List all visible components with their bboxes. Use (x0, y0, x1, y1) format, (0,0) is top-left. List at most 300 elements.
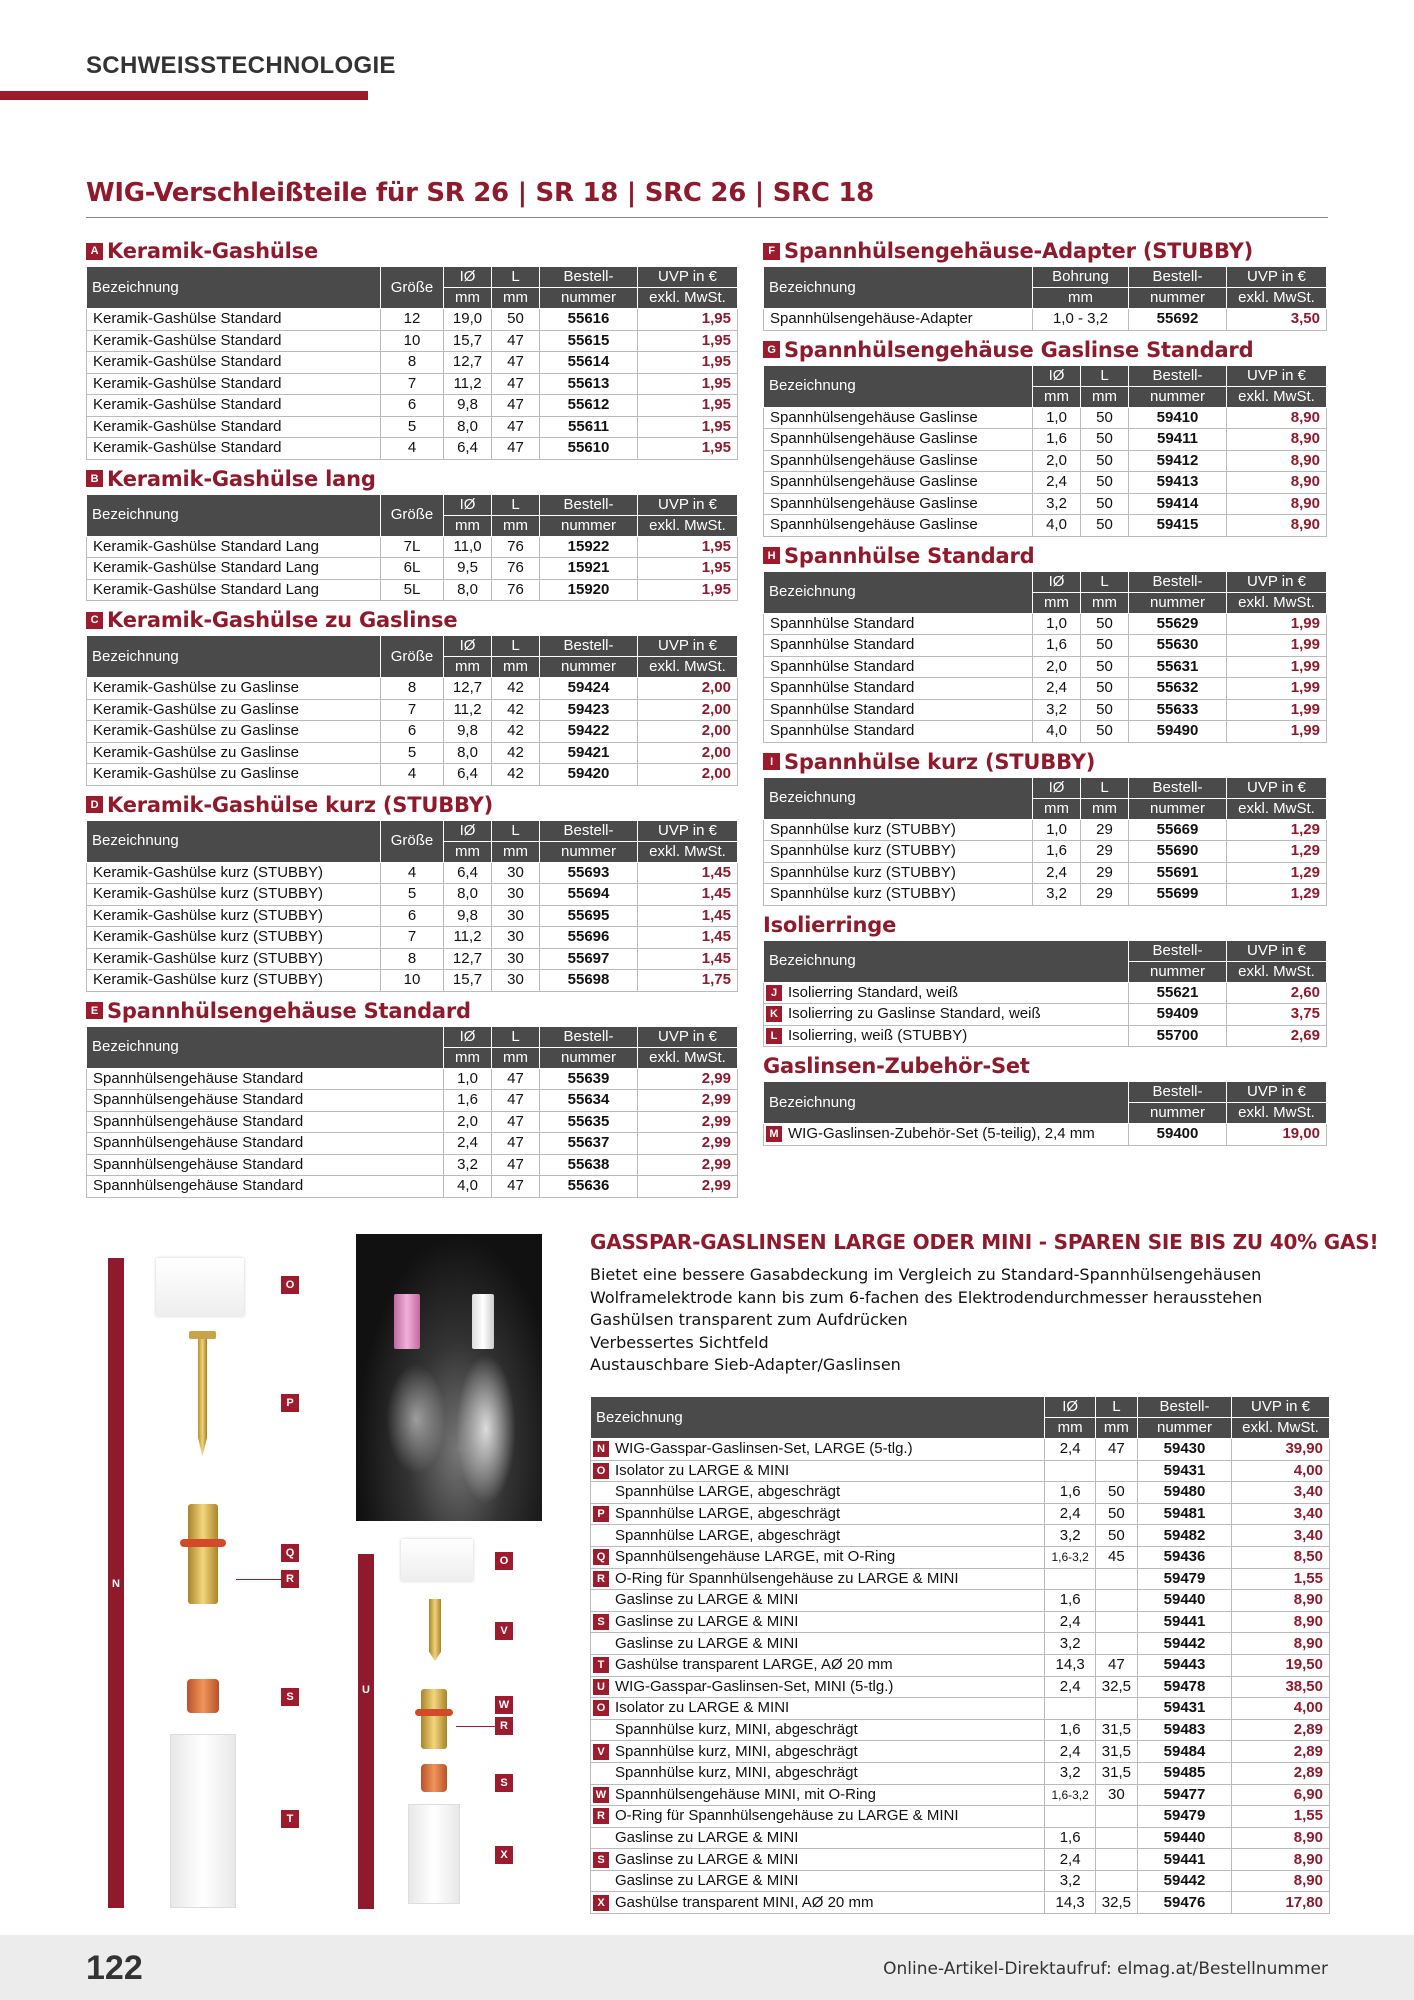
table-row (87, 536, 738, 558)
cell-bezeichnung: Keramik-Gashülse kurz (STUBBY) (87, 905, 381, 927)
cell-value: 8,0 (444, 579, 492, 601)
cell-price: 17,80 (1232, 1892, 1330, 1914)
section-title-text: Keramik-Gashülse zu Gaslinse (107, 608, 458, 632)
col-head: exkl. MwSt. (1232, 1418, 1330, 1439)
label-t: T (281, 1810, 299, 1828)
col-head-bezeichnung: Bezeichnung (87, 267, 381, 309)
cell-value: 4,0 (1033, 721, 1081, 743)
cell-value: 1,6 (1045, 1719, 1095, 1741)
label-s: S (281, 1688, 299, 1706)
cell-bezeichnung: J Isolierring Standard, weiß (764, 982, 1129, 1004)
cell-value: 4,0 (1033, 515, 1081, 537)
cell-bestellnummer: 55638 (540, 1154, 638, 1176)
cell-bestellnummer: 59484 (1138, 1741, 1232, 1763)
col-head: exkl. MwSt. (638, 288, 738, 309)
cell-value: 50 (1081, 472, 1129, 494)
section-title-text: Keramik-Gashülse (107, 239, 318, 263)
cell-bezeichnung: O Isolator zu LARGE & MINI (591, 1460, 1045, 1482)
table-row (87, 352, 738, 374)
table-row (591, 1546, 1330, 1568)
col-head: Bestell- (1138, 1397, 1232, 1418)
table-row (591, 1892, 1330, 1914)
cell-bestellnummer: 55615 (540, 330, 638, 352)
section-title-text: Spannhülse Standard (784, 543, 1035, 568)
cell-price: 2,00 (638, 678, 738, 700)
cell-value: 3,2 (1045, 1525, 1095, 1547)
cell-bezeichnung: Spannhülse Standard (764, 699, 1033, 721)
cell-bestellnummer: 59477 (1138, 1784, 1232, 1806)
right-column (763, 236, 1327, 1150)
cell-value: 3,2 (1045, 1870, 1095, 1892)
col-unit: mm (444, 657, 492, 678)
gas-cup-large-image (170, 1734, 236, 1908)
cell-bezeichnung: U WIG-Gasspar-Gaslinsen-Set, MINI (5-tlg.) (591, 1676, 1045, 1698)
cell-value: 1,6-3,2 (1045, 1546, 1095, 1568)
col-head: nummer (540, 288, 638, 309)
cell-bestellnummer: 59422 (540, 721, 638, 743)
cell-bezeichnung: Spannhülse Standard (764, 721, 1033, 743)
cell-price: 1,29 (1227, 841, 1327, 863)
cell-value: 2,4 (1033, 862, 1081, 884)
cell-price: 2,00 (638, 742, 738, 764)
cell-bezeichnung: M WIG-Gaslinsen-Zubehör-Set (5-teilig), 2,4 mm (764, 1124, 1129, 1146)
col-head: UVP in € (638, 267, 738, 288)
col-unit: mm (1081, 592, 1129, 613)
cell-value: 50 (1081, 613, 1129, 635)
gasspar-bullets (590, 1264, 1262, 1377)
cell-bestellnummer: 59415 (1129, 515, 1227, 537)
product-table (763, 940, 1327, 1048)
cell-bezeichnung: V Spannhülse kurz, MINI, abgeschrägt (591, 1741, 1045, 1763)
row-badge: S (593, 1614, 609, 1630)
cell-bezeichnung: Keramik-Gashülse Standard (87, 309, 381, 331)
cell-value: 8,0 (444, 416, 492, 438)
col-head: Bestell- (1129, 365, 1227, 386)
row-badge-empty (593, 1592, 609, 1608)
cell-bestellnummer: 55694 (540, 884, 638, 906)
table-row (87, 927, 738, 949)
cell-value: 32,5 (1095, 1892, 1137, 1914)
cell-value: 14,3 (1045, 1892, 1095, 1914)
col-head-groesse: Größe (381, 494, 444, 536)
cell-bestellnummer: 59424 (540, 678, 638, 700)
product-table (763, 571, 1327, 743)
cell-value: 76 (492, 536, 540, 558)
table-row (591, 1439, 1330, 1461)
section-c (86, 605, 738, 786)
product-table (86, 1026, 738, 1198)
cell-price: 2,89 (1232, 1719, 1330, 1741)
large-set-bar (108, 1258, 124, 1908)
cell-bezeichnung: Keramik-Gashülse zu Gaslinse (87, 764, 381, 786)
cell-value: 6 (381, 395, 444, 417)
cell-value: 12,7 (444, 948, 492, 970)
cell-value: 6,4 (444, 764, 492, 786)
col-head: UVP in € (1227, 267, 1327, 288)
cell-value: 50 (492, 309, 540, 331)
col-unit: mm (492, 515, 540, 536)
cell-price: 8,90 (1232, 1849, 1330, 1871)
section-title (86, 790, 738, 820)
cell-bestellnummer: 55692 (1129, 309, 1227, 331)
cell-price: 19,50 (1232, 1654, 1330, 1676)
cell-price: 1,95 (638, 395, 738, 417)
table-row (764, 1004, 1327, 1026)
cell-value: 2,4 (1045, 1439, 1095, 1461)
cell-price: 2,00 (638, 721, 738, 743)
cell-bezeichnung: Keramik-Gashülse Standard Lang (87, 558, 381, 580)
cell-price: 1,29 (1227, 819, 1327, 841)
table-row (591, 1719, 1330, 1741)
cell-value (1045, 1568, 1095, 1590)
cell-value: 11,2 (444, 699, 492, 721)
cell-price: 1,95 (638, 536, 738, 558)
cell-value: 1,6 (1033, 635, 1081, 657)
cell-value: 50 (1081, 450, 1129, 472)
label-v: V (495, 1622, 513, 1640)
cell-value (1095, 1827, 1137, 1849)
cell-bestellnummer: 59442 (1138, 1870, 1232, 1892)
label-o: O (281, 1276, 299, 1294)
cell-bezeichnung: Spannhülse kurz (STUBBY) (764, 819, 1033, 841)
section-title (86, 996, 738, 1026)
table-row (764, 515, 1327, 537)
cell-bezeichnung: Keramik-Gashülse kurz (STUBBY) (87, 884, 381, 906)
col-head: nummer (1129, 592, 1227, 613)
cell-value: 9,8 (444, 905, 492, 927)
section-title (763, 747, 1327, 777)
cell-value: 45 (1095, 1546, 1137, 1568)
cell-value: 1,6 (1045, 1827, 1095, 1849)
table-row (87, 905, 738, 927)
row-badge: Q (593, 1549, 609, 1565)
col-unit: mm (1045, 1418, 1095, 1439)
table-row (764, 1124, 1327, 1146)
section-i (763, 747, 1327, 906)
col-head: Bestell- (1129, 571, 1227, 592)
table-row (87, 395, 738, 417)
cell-bestellnummer: 55632 (1129, 678, 1227, 700)
cell-value: 29 (1081, 862, 1129, 884)
col-head: Bestell- (540, 820, 638, 841)
cell-bestellnummer: 59479 (1138, 1568, 1232, 1590)
cell-value (1095, 1460, 1137, 1482)
cell-bestellnummer: 55699 (1129, 884, 1227, 906)
table-row (87, 373, 738, 395)
row-badge: R (593, 1808, 609, 1824)
collet-body-large-image (188, 1504, 218, 1604)
cell-value: 2,4 (1045, 1676, 1095, 1698)
col-head: exkl. MwSt. (1227, 592, 1327, 613)
cell-value: 10 (381, 970, 444, 992)
cell-value: 10 (381, 330, 444, 352)
table-row (591, 1870, 1330, 1892)
table-row (764, 678, 1327, 700)
col-head: exkl. MwSt. (638, 1047, 738, 1068)
cell-value: 12,7 (444, 352, 492, 374)
cell-value: 50 (1081, 407, 1129, 429)
cell-bestellnummer: 59412 (1129, 450, 1227, 472)
col-head-bezeichnung: Bezeichnung (87, 1026, 444, 1068)
cell-value: 50 (1081, 699, 1129, 721)
cell-value: 2,0 (444, 1111, 492, 1133)
section-title (763, 541, 1327, 571)
cell-value: 47 (492, 352, 540, 374)
cell-bezeichnung: Spannhülsengehäuse Gaslinse (764, 450, 1033, 472)
cell-bestellnummer: 59431 (1138, 1698, 1232, 1720)
cell-price: 2,99 (638, 1111, 738, 1133)
cell-bestellnummer: 55669 (1129, 819, 1227, 841)
cell-bezeichnung: Spannhülsengehäuse Standard (87, 1111, 444, 1133)
cell-bestellnummer: 55610 (540, 438, 638, 460)
table-row (764, 493, 1327, 515)
cell-bezeichnung: R O-Ring für Spannhülsengehäuse zu LARGE & MINI (591, 1806, 1045, 1828)
cell-value: 4 (381, 862, 444, 884)
cell-value: 47 (492, 330, 540, 352)
cell-price: 38,50 (1232, 1676, 1330, 1698)
cell-value: 42 (492, 742, 540, 764)
cell-price: 1,45 (638, 927, 738, 949)
section-title-text: Spannhülsengehäuse Gaslinse Standard (784, 337, 1254, 362)
cell-bestellnummer: 59440 (1138, 1590, 1232, 1612)
cell-value: 3,2 (1033, 884, 1081, 906)
cell-bestellnummer: 55690 (1129, 841, 1227, 863)
col-head: IØ (444, 636, 492, 657)
cell-bestellnummer: 55630 (1129, 635, 1227, 657)
table-row (87, 330, 738, 352)
cell-bezeichnung: Spannhülse LARGE, abgeschrägt (591, 1482, 1045, 1504)
cell-price: 3,40 (1232, 1525, 1330, 1547)
cell-price: 1,29 (1227, 862, 1327, 884)
cell-value: 47 (1095, 1439, 1137, 1461)
cell-price: 1,75 (638, 970, 738, 992)
col-unit: mm (444, 288, 492, 309)
cell-value (1095, 1611, 1137, 1633)
cell-value: 2,0 (1033, 450, 1081, 472)
row-badge: N (593, 1441, 609, 1457)
row-badge: K (766, 1006, 782, 1022)
row-badge: U (593, 1679, 609, 1695)
product-table (763, 1081, 1327, 1146)
page-number: 122 (86, 1949, 143, 1987)
cell-bestellnummer: 55695 (540, 905, 638, 927)
cell-value: 2,4 (444, 1133, 492, 1155)
cell-value: 8,0 (444, 742, 492, 764)
cell-value: 5L (381, 579, 444, 601)
col-head-bezeichnung: Bezeichnung (591, 1397, 1045, 1439)
col-head: Bestell- (1129, 940, 1227, 961)
section-a (86, 236, 738, 460)
cell-value (1095, 1633, 1137, 1655)
cell-value: 42 (492, 764, 540, 786)
row-badge-empty (593, 1722, 609, 1738)
col-head: L (492, 494, 540, 515)
cell-value (1095, 1870, 1137, 1892)
cell-price: 1,95 (638, 558, 738, 580)
row-badge-empty (593, 1636, 609, 1652)
cell-bezeichnung: P Spannhülse LARGE, abgeschrägt (591, 1503, 1045, 1525)
col-head: Bestell- (540, 1026, 638, 1047)
col-head: L (1095, 1397, 1137, 1418)
cell-bestellnummer: 55636 (540, 1176, 638, 1198)
cell-bestellnummer: 59441 (1138, 1611, 1232, 1633)
col-head: nummer (1129, 961, 1227, 982)
col-head: Bestell- (540, 636, 638, 657)
cell-value: 7 (381, 927, 444, 949)
cell-value: 1,6 (1033, 429, 1081, 451)
cell-value: 29 (1081, 884, 1129, 906)
cell-bestellnummer: 59441 (1138, 1849, 1232, 1871)
cell-bezeichnung: Spannhülsengehäuse Gaslinse (764, 407, 1033, 429)
col-unit: mm (444, 841, 492, 862)
cell-value: 47 (492, 1176, 540, 1198)
cell-bestellnummer: 55700 (1129, 1025, 1227, 1047)
table-row (87, 558, 738, 580)
cell-value: 47 (492, 1068, 540, 1090)
cell-bezeichnung: Spannhülse Standard (764, 678, 1033, 700)
section-title-text: Keramik-Gashülse lang (107, 466, 376, 491)
col-unit: mm (492, 288, 540, 309)
cell-bezeichnung: Spannhülsengehäuse Standard (87, 1068, 444, 1090)
cell-value: 50 (1081, 429, 1129, 451)
cell-price: 1,45 (638, 905, 738, 927)
col-head: nummer (1129, 386, 1227, 407)
cell-value: 42 (492, 699, 540, 721)
cell-value: 1,6-3,2 (1045, 1784, 1095, 1806)
cell-value (1095, 1590, 1137, 1612)
cell-price: 8,90 (1232, 1870, 1330, 1892)
cell-bezeichnung: Spannhülsengehäuse Gaslinse (764, 515, 1033, 537)
cell-value: 31,5 (1095, 1719, 1137, 1741)
row-badge-empty (593, 1873, 609, 1889)
section-isolierringe (763, 910, 1327, 1048)
col-head: exkl. MwSt. (638, 515, 738, 536)
cell-bestellnummer: 55634 (540, 1090, 638, 1112)
cell-value: 32,5 (1095, 1676, 1137, 1698)
cell-bezeichnung: Keramik-Gashülse Standard (87, 438, 381, 460)
bullet: Verbessertes Sichtfeld (590, 1332, 769, 1352)
col-head: L (1081, 777, 1129, 798)
label-r-leader (236, 1579, 281, 1580)
cell-value: 6L (381, 558, 444, 580)
col-head: Bohrung (1033, 267, 1129, 288)
label-r-mini-leader (456, 1726, 495, 1727)
cell-bestellnummer: 59431 (1138, 1460, 1232, 1482)
table-row (764, 656, 1327, 678)
col-unit: mm (444, 1047, 492, 1068)
cell-bestellnummer: 59411 (1129, 429, 1227, 451)
table-row (87, 1176, 738, 1198)
cell-bestellnummer: 55696 (540, 927, 638, 949)
col-head: UVP in € (638, 494, 738, 515)
table-row (591, 1482, 1330, 1504)
col-unit: mm (1095, 1418, 1137, 1439)
cell-bezeichnung: Spannhülsengehäuse-Adapter (764, 309, 1033, 331)
cell-bezeichnung: Keramik-Gashülse Standard (87, 330, 381, 352)
cell-value: 1,6 (1045, 1590, 1095, 1612)
cell-price: 4,00 (1232, 1460, 1330, 1482)
cell-bezeichnung: R O-Ring für Spannhülsengehäuse zu LARGE & MINI (591, 1568, 1045, 1590)
cell-value: 50 (1081, 721, 1129, 743)
cell-price: 3,75 (1227, 1004, 1327, 1026)
table-row (87, 1090, 738, 1112)
cell-value: 1,0 (1033, 819, 1081, 841)
section-title-text: Isolierringe (763, 912, 897, 937)
gas-cup-mini-image (408, 1804, 460, 1904)
col-head: nummer (540, 1047, 638, 1068)
cell-bezeichnung: Keramik-Gashülse kurz (STUBBY) (87, 927, 381, 949)
cell-value: 29 (1081, 819, 1129, 841)
cell-bestellnummer: 55611 (540, 416, 638, 438)
section-title (86, 605, 738, 635)
cell-value: 50 (1081, 635, 1129, 657)
table-row (591, 1806, 1330, 1828)
col-unit: mm (492, 1047, 540, 1068)
cell-bestellnummer: 59414 (1129, 493, 1227, 515)
cell-value: 2,4 (1045, 1611, 1095, 1633)
cell-value: 11,2 (444, 927, 492, 949)
table-row (764, 450, 1327, 472)
cell-value: 31,5 (1095, 1762, 1137, 1784)
cell-value: 3,2 (444, 1154, 492, 1176)
cell-bestellnummer: 59443 (1138, 1654, 1232, 1676)
table-row (764, 635, 1327, 657)
product-table (86, 820, 738, 992)
cell-price: 3,40 (1232, 1503, 1330, 1525)
cell-price: 2,00 (638, 699, 738, 721)
cell-bestellnummer: 59483 (1138, 1719, 1232, 1741)
cell-value: 14,3 (1045, 1654, 1095, 1676)
cell-bezeichnung: Spannhülsengehäuse Gaslinse (764, 472, 1033, 494)
table-row (591, 1611, 1330, 1633)
cell-bestellnummer: 59420 (540, 764, 638, 786)
table-row (764, 862, 1327, 884)
section-title-text: Spannhülsengehäuse Standard (107, 998, 471, 1023)
section-d (86, 790, 738, 992)
table-row (87, 699, 738, 721)
cell-price: 8,90 (1232, 1611, 1330, 1633)
page-title: WIG-Verschleißteile für SR 26 | SR 18 | SRC 26 | SRC 18 (86, 178, 874, 208)
cell-value: 4 (381, 764, 444, 786)
table-row (87, 1111, 738, 1133)
cell-value: 50 (1095, 1482, 1137, 1504)
table-row (591, 1633, 1330, 1655)
cell-value: 30 (492, 905, 540, 927)
section-title (86, 464, 738, 494)
cell-price: 1,99 (1227, 656, 1327, 678)
col-head: nummer (1129, 1103, 1227, 1124)
cell-value: 42 (492, 721, 540, 743)
cell-value: 6,4 (444, 862, 492, 884)
cell-bestellnummer: 55621 (1129, 982, 1227, 1004)
table-row (87, 416, 738, 438)
cell-bestellnummer: 59400 (1129, 1124, 1227, 1146)
cell-price: 1,95 (638, 579, 738, 601)
footer-note: Online-Artikel-Direktaufruf: elmag.at/Bestellnummer (883, 1959, 1328, 1979)
header-title: SCHWEISSTECHNOLOGIE (86, 52, 396, 79)
cell-price: 1,45 (638, 948, 738, 970)
cell-bezeichnung: Keramik-Gashülse Standard Lang (87, 579, 381, 601)
cell-price: 1,55 (1232, 1568, 1330, 1590)
cell-price: 8,90 (1227, 493, 1327, 515)
section-badge: A (86, 243, 103, 260)
cell-price: 8,90 (1232, 1590, 1330, 1612)
cell-bestellnummer: 59485 (1138, 1762, 1232, 1784)
section-badge: H (763, 547, 780, 564)
col-head: UVP in € (638, 1026, 738, 1047)
cell-bestellnummer: 55691 (1129, 862, 1227, 884)
cell-bezeichnung: Gaslinse zu LARGE & MINI (591, 1590, 1045, 1612)
